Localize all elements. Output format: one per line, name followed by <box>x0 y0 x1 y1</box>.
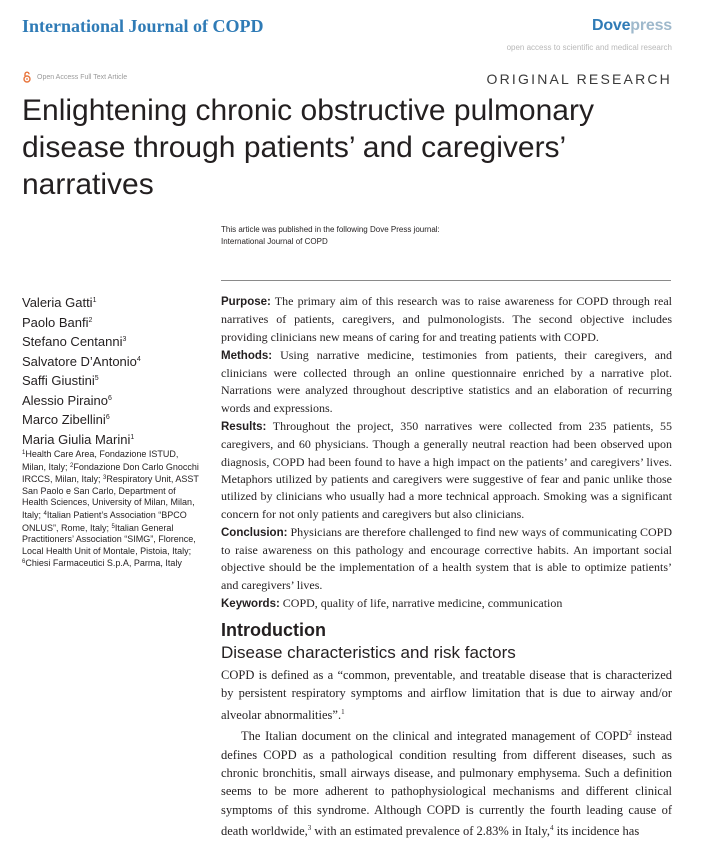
author: Stefano Centanni$^3$ <box>22 334 127 349</box>
abstract <box>221 293 672 614</box>
subsection-heading: Disease characteristics and risk factors <box>221 643 516 662</box>
publication-note-line1: This article was published in the following Dove Press journal: <box>221 225 440 234</box>
affiliations: $^1$Health Care Area, Fondazione ISTUD, Milan, Italy; $^2$Fondazione Don Carlo Gnocchi IRCCS, Milan, Italy; $^3$Respiratory Unit, ASST San Paolo e San Carlo, Department of Health Sciences, University of Milan, Milan, Italy; $^4$Italian Patient’s Association “BPCO ONLUS”, Rome, Italy; $^5$Italian General Practitioners’ Association “SIMG”, Florence, Local Health Unit of Montale, Pistoia, Italy; $^6$Chiesi Farmaceutici S.p.A, Parma, Italy <box>22 449 199 569</box>
author: Saffi Giustini$^5$ <box>22 373 99 388</box>
abstract-methods: Methods: Using narrative medicine, testimonies from patients, their caregivers, and clinicians were collected through an online questionnaire enriched by a narrative plot. Narrations were analyzed throughout descriptive statistics and an elaboration of recurring words and expressions. <box>221 347 672 415</box>
abstract-divider <box>221 280 671 281</box>
body-paragraph: The Italian document on the clinical and integrated management of COPD$^2$ instead defines COPD as a pathological condition resulting from different diseases, such as chronic bronchitis, small airways disease, and pulmonary emphysema. Such a definition seems to be more adherent to pathophysiological mechanisms and different clinical symptoms of this syndrome. Although COPD is currently the fourth leading cause of death worldwide,$^3$ with an estimated prevalence of 2.83% in Italy,$^4$ its incidence has <box>221 729 672 839</box>
author: Salvatore D’Antonio$^4$ <box>22 353 141 369</box>
author-list <box>22 292 141 448</box>
author: Valeria Gatti$^1$ <box>22 295 97 310</box>
abstract-results: Results: Throughout the project, 350 narratives were collected from 235 patients, 55 caregivers, and 60 physicians. Though a generally neutral reaction had been observed upon diagnosis, COPD had been found to have a high impact on the patients’ and caregivers’ lives. Metaphors utilized by patients and caregivers were suggestive of fear and panic unlike those utilized by clinicians who usually had a more technical approach. Smoking was a significant concern for not only patients and caregivers but also clinicians. <box>221 419 672 521</box>
abstract-conclusion: Conclusion: Physicians are therefore challenged to find new ways of communicating COPD to raise awareness on this pathology and encourage corrective habits. An important social objective should be the implementation of a health system that is able to optimize patients’ and caregivers’ lives. <box>221 524 672 592</box>
body-paragraph: COPD is defined as a “common, preventable, and treatable disease that is characterized by persistent respiratory symptoms and airflow limitation that is due to airway and/or alveolar abnormalities”.$^1$ <box>221 668 672 722</box>
open-access-badge <box>22 71 127 83</box>
publication-note <box>221 224 440 248</box>
publication-note-line2: International Journal of COPD <box>221 237 328 246</box>
publisher-logo-part1: Dove <box>591 17 631 34</box>
publisher-logo <box>592 17 672 35</box>
abstract-keywords: Keywords: COPD, quality of life, narrative medicine, communication <box>221 596 563 611</box>
author: Alessio Piraino$^6$ <box>22 392 112 408</box>
article-type: ORIGINAL RESEARCH <box>486 71 672 87</box>
author: Paolo Banfi$^2$ <box>22 314 93 330</box>
article-title: Enlightening chronic obstructive pulmonary disease through patients’ and caregivers’ narratives <box>22 94 594 201</box>
abstract-purpose: Purpose: The primary aim of this research was to raise awareness for COPD through real narratives of patients, caregivers, and pulmonologists. The second objective includes providing clinicians new means of caring for and treating patients with COPD. <box>221 294 672 344</box>
author: Marco Zibellini$^6$ <box>22 412 110 427</box>
section-heading-introduction: Introduction <box>221 620 326 640</box>
body-text <box>221 666 672 841</box>
open-access-icon <box>22 71 32 83</box>
publisher-tagline: open access to scientific and medical research <box>506 43 672 52</box>
publisher-logo-part2: press <box>630 17 672 34</box>
journal-name: International Journal of COPD <box>22 16 264 36</box>
author: Maria Giulia Marini$^1$ <box>22 431 135 447</box>
open-access-label: Open Access Full Text Article <box>37 73 128 81</box>
